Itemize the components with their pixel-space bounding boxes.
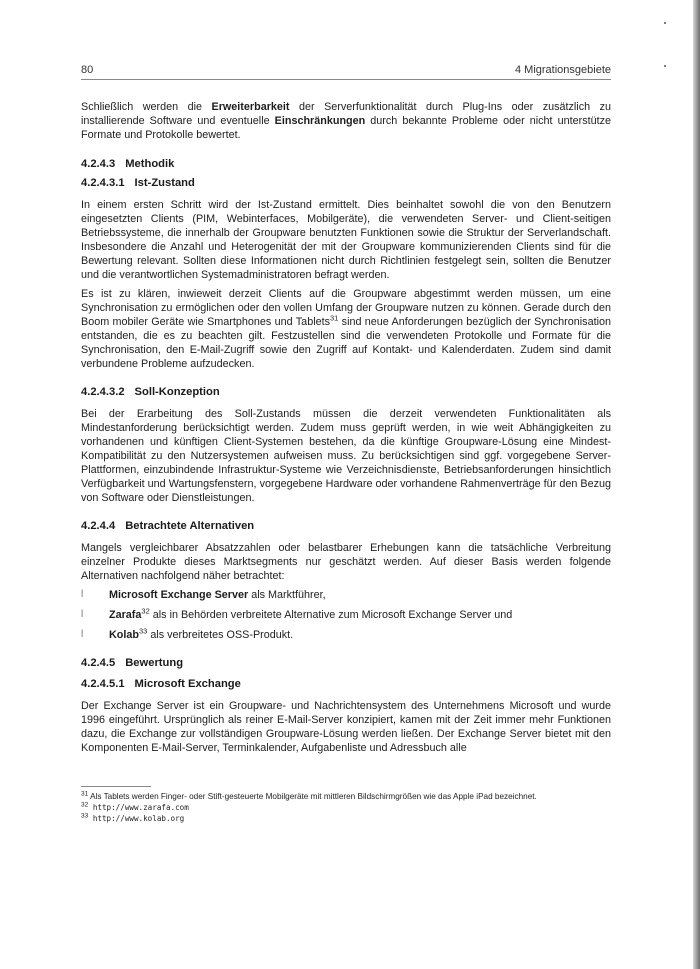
section-heading-methodik: 4.2.4.3 Methodik bbox=[81, 158, 175, 170]
section-heading-soll-konzeption: 4.2.4.3.2 Soll-Konzeption bbox=[81, 386, 220, 398]
footnotes bbox=[81, 786, 611, 824]
list-item: l Microsoft Exchange Server als Marktführer, bbox=[81, 589, 326, 601]
ist-paragraph-2: Es ist zu klären, inwieweit derzeit Clients auf die Groupware abgestimmt werden müssen, um eine Synchronisation zu ermöglichen oder den vollen Umfang der Groupware nutzen zu können. Gerade durch den Boom mobiler Geräte wie Smartphones und Tablets$^{31}$ sind neue Anforderungen bezüglich der Synchronisation entstanden, die es zu beachten gilt. Festzustellen sind die verwendeten Protokolle und Formate für die Synchronisation, den E-Mail-Zugriff sowie den Zugriff auf Kontakt- und Kalenderdaten. Zudem sind damit verbundene Probleme aufzudecken. bbox=[81, 288, 611, 370]
section-heading-alternativen: 4.2.4.4 Betrachtete Alternativen bbox=[81, 520, 255, 532]
list-item: l Zarafa$^{32}$ als in Behörden verbreitete Alternative zum Microsoft Exchange Server und bbox=[81, 606, 513, 621]
footnote-ref: 32 bbox=[141, 606, 150, 616]
footnote-33[interactable]: $^{33}$ http://www.kolab.org bbox=[81, 812, 185, 823]
bullet-icon: l bbox=[81, 609, 84, 620]
ist-paragraph-1: In einem ersten Schritt wird der Ist-Zustand ermittelt. Dies beinhaltet sowohl die von den Benutzern eingesetzten Clients (PIM, Webinterfaces, Mobilgeräte), die verwendeten Server- und Client-seitigen Betriebssysteme, die innerhalb der Groupware benutzten Funktionen sowie die Struktur der Serverlandschaft. Insbesondere die Anzahl und Heterogenität der mit der Groupware kommunizierenden Clients sind für die Bewertung relevant. Sollten diese Informationen nicht durch Richtlinien festgelegt sein, sollten die Benutzer und die verantwortlichen Systemadministratoren befragt werden. bbox=[81, 199, 611, 281]
bullet-icon: l bbox=[81, 589, 84, 600]
section-heading-ist-zustand: 4.2.4.3.1 Ist-Zustand bbox=[81, 177, 195, 189]
footnote-31: $^{31}$ Als Tablets werden Finger- oder Stift-gesteuerte Mobilgeräte mit mittleren Bildschirmgrößen wie das Apple iPad bezeichnet. bbox=[81, 790, 537, 801]
section-heading-microsoft-exchange: 4.2.4.5.1 Microsoft Exchange bbox=[81, 678, 241, 690]
alternatives-list bbox=[81, 588, 611, 642]
footnote-ref: 31 bbox=[330, 313, 339, 323]
section-heading-bewertung: 4.2.4.5 Bewertung bbox=[81, 657, 184, 669]
page-number: 80 bbox=[81, 64, 94, 76]
exchange-paragraph: Der Exchange Server ist ein Groupware- und Nachrichtensystem des Unternehmens Microsoft und wurde 1996 eingeführt. Ursprünglich als reiner E-Mail-Server konzipiert, kamen mit der Zeit immer mehr Funktionen dazu, die Exchange zur vollständigen Groupware-Lösung werden ließen. Der Exchange Server bietet mit den Komponenten E-Mail-Server, Terminkalender, Aufgabenliste und Adressbuch alle bbox=[81, 700, 611, 754]
soll-paragraph: Bei der Erarbeitung des Soll-Zustands müssen die derzeit verwendeten Funktionalitäten als Mindestanforderung berücksichtigt werden. Zudem muss geprüft werden, in wie weit Abhängigkeiten zu vorhandenen und künftigen Client-Systemen bestehen, da die künftige Groupware-Lösung eine Mindest-Kompatibilität zu den Nutzersystemen aufweisen muss. Zu berücksichtigen sind ggf. vorgegebene Server-Plattformen, einzubindende Infrastruktur-Systeme wie Verzeichnisdienste, Betriebsanforderungen hinsichtlich Verfügbarkeit und Wartungsfenstern, vorgegebene Hardware oder vorhandene Rahmenverträge für den Bezug von Software oder Dienstleistungen. bbox=[81, 408, 611, 504]
list-item: l Kolab$^{33}$ als verbreitetes OSS-Produkt. bbox=[81, 626, 294, 641]
document-page bbox=[81, 64, 611, 760]
alternativen-paragraph: Mangels vergleichbarer Absatzzahlen oder belastbarer Erhebungen kann die tatsächliche Verbreitung einzelner Produkte dieses Marktsegments nur geschätzt werden. Auf dieser Basis werden folgende Alternativen nachfolgend näher betrachtet: bbox=[81, 542, 611, 582]
footnote-32[interactable]: $^{32}$ http://www.zarafa.com bbox=[81, 801, 189, 812]
chapter-title: 4 Migrationsgebiete bbox=[514, 64, 611, 76]
scan-edge bbox=[693, 0, 700, 969]
bullet-icon: l bbox=[81, 629, 84, 640]
page-header bbox=[81, 64, 611, 80]
kolab-link: http://www.kolab.org bbox=[92, 814, 185, 823]
footnote-divider bbox=[81, 786, 151, 787]
zarafa-link: http://www.zarafa.com bbox=[92, 803, 189, 812]
scan-speck bbox=[664, 22, 666, 24]
footnote-ref: 33 bbox=[139, 626, 148, 636]
intro-paragraph: Schließlich werden die Erweiterbarkeit der Serverfunktionalität durch Plug-Ins oder zusätzlich zu installierende Software und eventuelle Einschränkungen durch bekannte Probleme oder nicht unterstütze Formate und Protokolle bewertet. bbox=[81, 101, 611, 141]
scan-speck bbox=[664, 65, 666, 67]
